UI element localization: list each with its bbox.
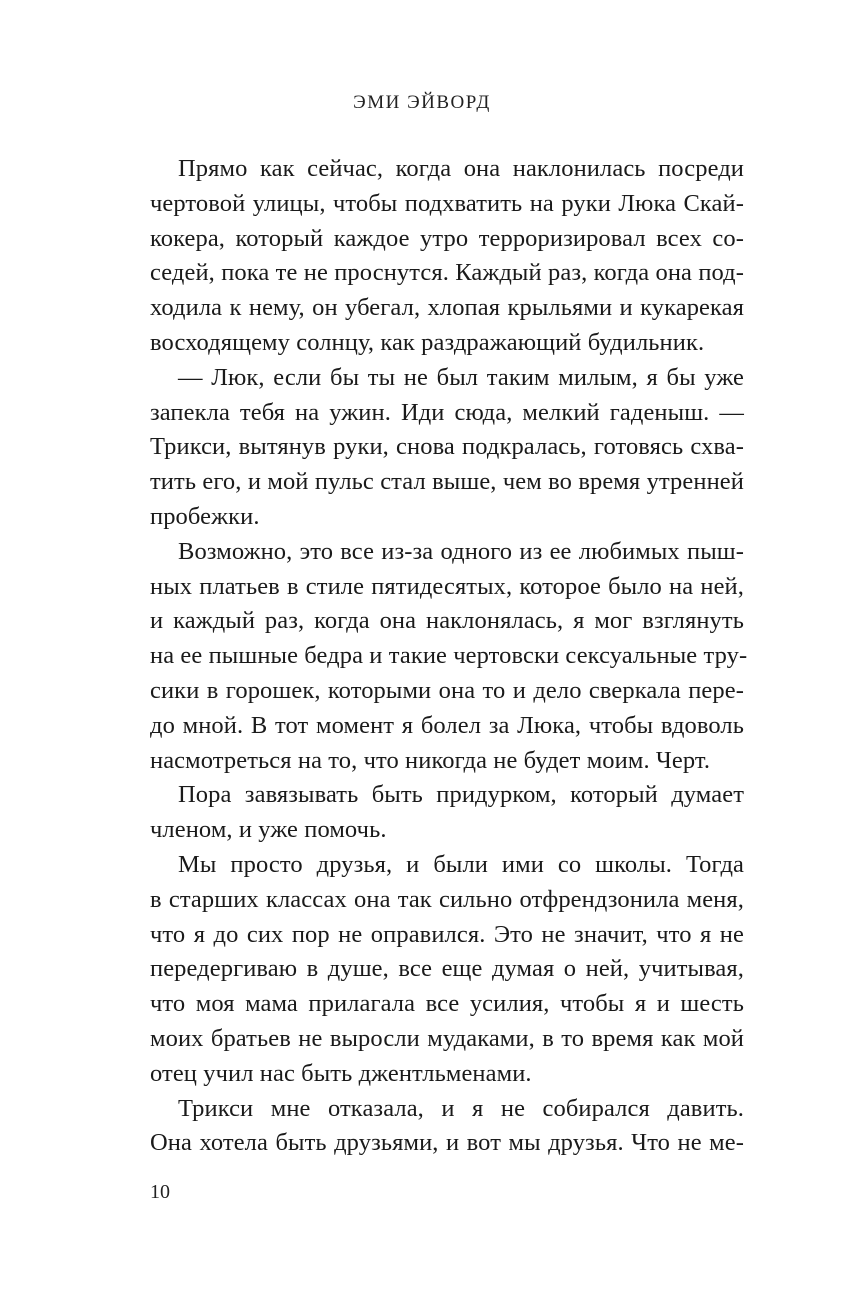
text-line: сики в горошек, которыми она то и дело сверкала пере- [150, 676, 744, 704]
text-line: в старших классах она так сильно отфрендзонила меня, [150, 885, 744, 913]
text-line: чертовой улицы, чтобы подхватить на руки Люка Скай- [150, 189, 744, 217]
text-line: что я до сих пор не оправился. Это не значит, что я не [150, 920, 744, 948]
text-line: пробежки. [150, 502, 260, 530]
text-line: запекла тебя на ужин. Иди сюда, мелкий гаденыш. — [150, 398, 744, 426]
text-line: что моя мама прилагала все усилия, чтобы я и шесть [150, 990, 744, 1018]
text-line: Трикси мне отказала, и я не собирался давить. [178, 1094, 744, 1122]
text-line: тить его, и мой пульс стал выше, чем во время утренней [150, 468, 744, 496]
text-line: Прямо как сейчас, когда она наклонилась посреди [178, 155, 744, 182]
text-line: до мной. В тот момент я болел за Люка, чтобы вдоволь [150, 711, 744, 739]
text-line: насмотреться на то, что никогда не будет моим. Черт. [150, 746, 711, 774]
text-line: моих братьев не выросли мудаками, в то время как мой [150, 1024, 744, 1052]
text-line: кокера, который каждое утро терроризировал всех со- [150, 224, 744, 252]
text-line: Трикси, вытянув руки, снова подкралась, готовясь схва- [150, 433, 744, 461]
text-line: — Люк, если бы ты не был таким милым, я бы уже [178, 363, 744, 391]
text-line: Пора завязывать быть придурком, который думает [178, 781, 744, 809]
text-line: отец учил нас быть джентльменами. [150, 1059, 532, 1087]
text-line: Мы просто друзья, и были ими со школы. Тогда [178, 850, 744, 878]
text-line: седей, пока те не проснутся. Каждый раз, когда она под- [150, 259, 744, 287]
page-number: 10 [150, 1181, 170, 1203]
body-text [150, 152, 748, 1161]
text-line: ходила к нему, он убегал, хлопая крыльями и кукарекая [150, 294, 744, 322]
text-line: членом, и уже помочь. [150, 816, 387, 844]
text-line: восходящему солнцу, как раздражающий будильник. [150, 328, 705, 356]
text-line: и каждый раз, когда она наклонялась, я мог взглянуть [150, 607, 744, 635]
running-head: ЭМИ ЭЙВОРД [353, 92, 491, 113]
text-line: на ее пышные бедра и такие чертовски сексуальные тру- [150, 642, 748, 670]
text-line: Возможно, это все из-за одного из ее любимых пыш- [178, 537, 744, 565]
text-line: ных платьев в стиле пятидесятых, которое было на ней, [150, 572, 744, 600]
text-line: Она хотела быть друзьями, и вот мы друзья. Что не ме- [150, 1129, 744, 1157]
text-line: передергиваю в душе, все еще думая о ней, учитывая, [150, 955, 744, 983]
